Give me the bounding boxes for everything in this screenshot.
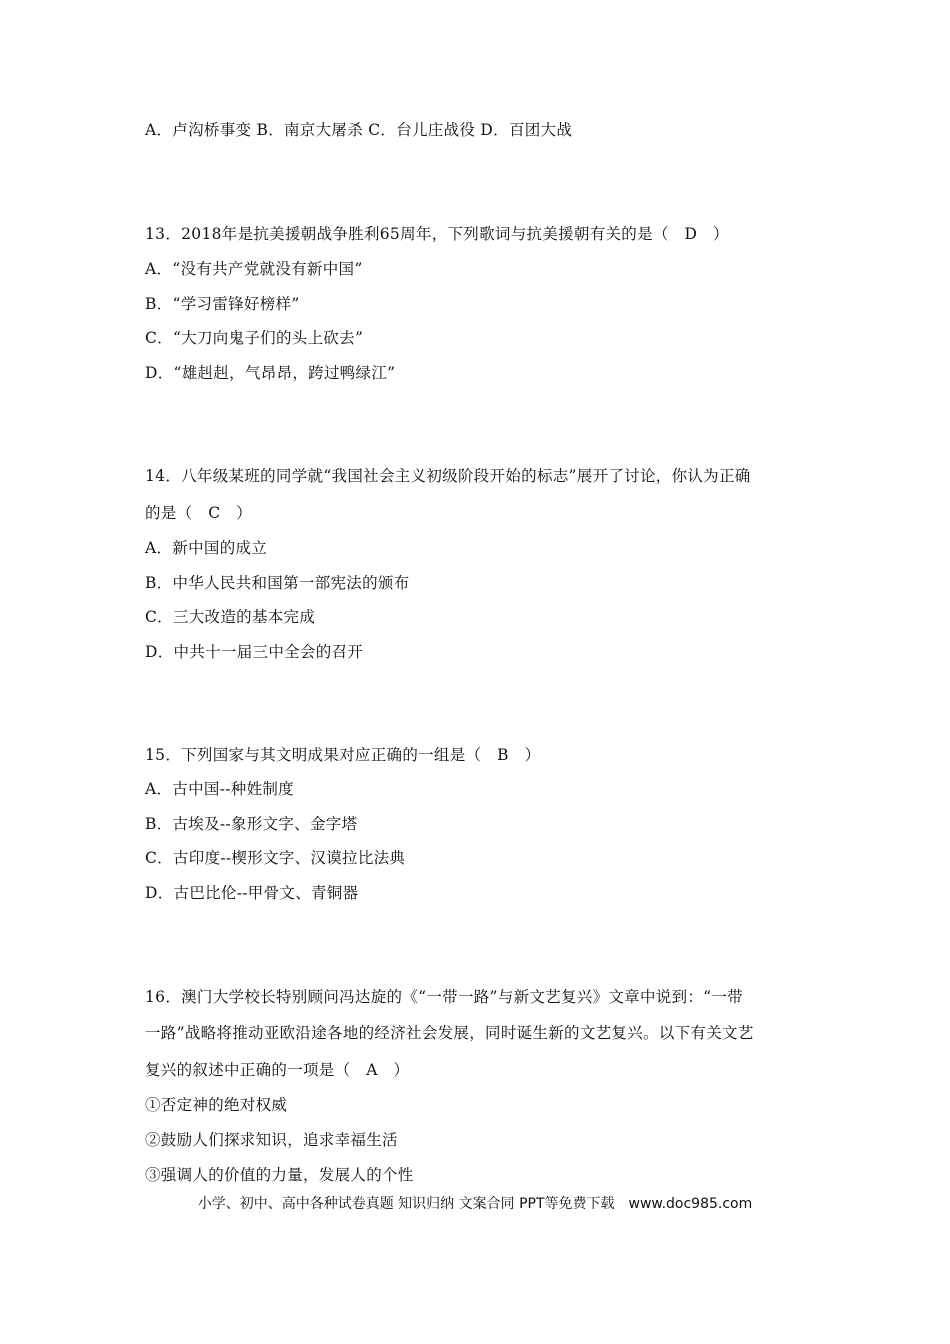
q15-option-a: A．古中国--种姓制度 xyxy=(145,780,294,798)
q14-stem-line2: 的是（ C ） xyxy=(145,504,252,522)
q15-option-c: C．古印度--楔形文字、汉谟拉比法典 xyxy=(145,849,406,867)
q13-stem: 13．2018年是抗美援朝战争胜利65周年，下列歌词与抗美援朝有关的是（ D ） xyxy=(145,225,729,243)
q16-stem-line1: 16．澳门大学校长特别顾问冯达旋的《“一带一路”与新文艺复兴》文章中说到：“一带 xyxy=(145,988,743,1006)
q14-option-a: A．新中国的成立 xyxy=(145,539,268,557)
q13-option-a: A．“没有共产党就没有新中国” xyxy=(145,260,363,278)
q16-item-1: ①否定神的绝对权威 xyxy=(145,1096,288,1114)
q16-item-3: ③强调人的价值的力量，发展人的个性 xyxy=(145,1166,414,1184)
q16-stem-line3: 复兴的叙述中正确的一项是（ A ） xyxy=(145,1061,410,1079)
q15-option-d: D．古巴比伦--甲骨文、青铜器 xyxy=(145,884,359,902)
q13-option-b: B．“学习雷锋好榜样” xyxy=(145,295,300,313)
q14-option-c: C．三大改造的基本完成 xyxy=(145,608,316,626)
q16-item-2: ②鼓励人们探求知识，追求幸福生活 xyxy=(145,1131,398,1149)
q14-stem-line1: 14．八年级某班的同学就“我国社会主义初级阶段开始的标志”展开了讨论，你认为正确 xyxy=(145,467,751,485)
q13-option-c: C．“大刀向鬼子们的头上砍去” xyxy=(145,329,364,347)
page-footer: 小学、初中、高中各种试卷真题 知识归纳 文案合同 PPT等免费下载 www.doc985.com xyxy=(197,1196,753,1212)
q12-options-line: A．卢沟桥事变 B．南京大屠杀 C．台儿庄战役 D．百团大战 xyxy=(145,121,573,139)
q14-option-d: D．中共十一届三中全会的召开 xyxy=(145,643,364,661)
q13-option-d: D．“雄赳赳，气昂昂，跨过鸭绿江” xyxy=(145,364,396,382)
q14-option-b: B．中华人民共和国第一部宪法的颁布 xyxy=(145,574,410,592)
q15-stem: 15．下列国家与其文明成果对应正确的一组是（ B ） xyxy=(145,746,541,764)
q16-stem-line2: 一路”战略将推动亚欧沿途各地的经济社会发展，同时诞生新的文艺复兴。以下有关文艺 xyxy=(145,1024,754,1042)
q15-option-b: B．古埃及--象形文字、金字塔 xyxy=(145,815,358,833)
